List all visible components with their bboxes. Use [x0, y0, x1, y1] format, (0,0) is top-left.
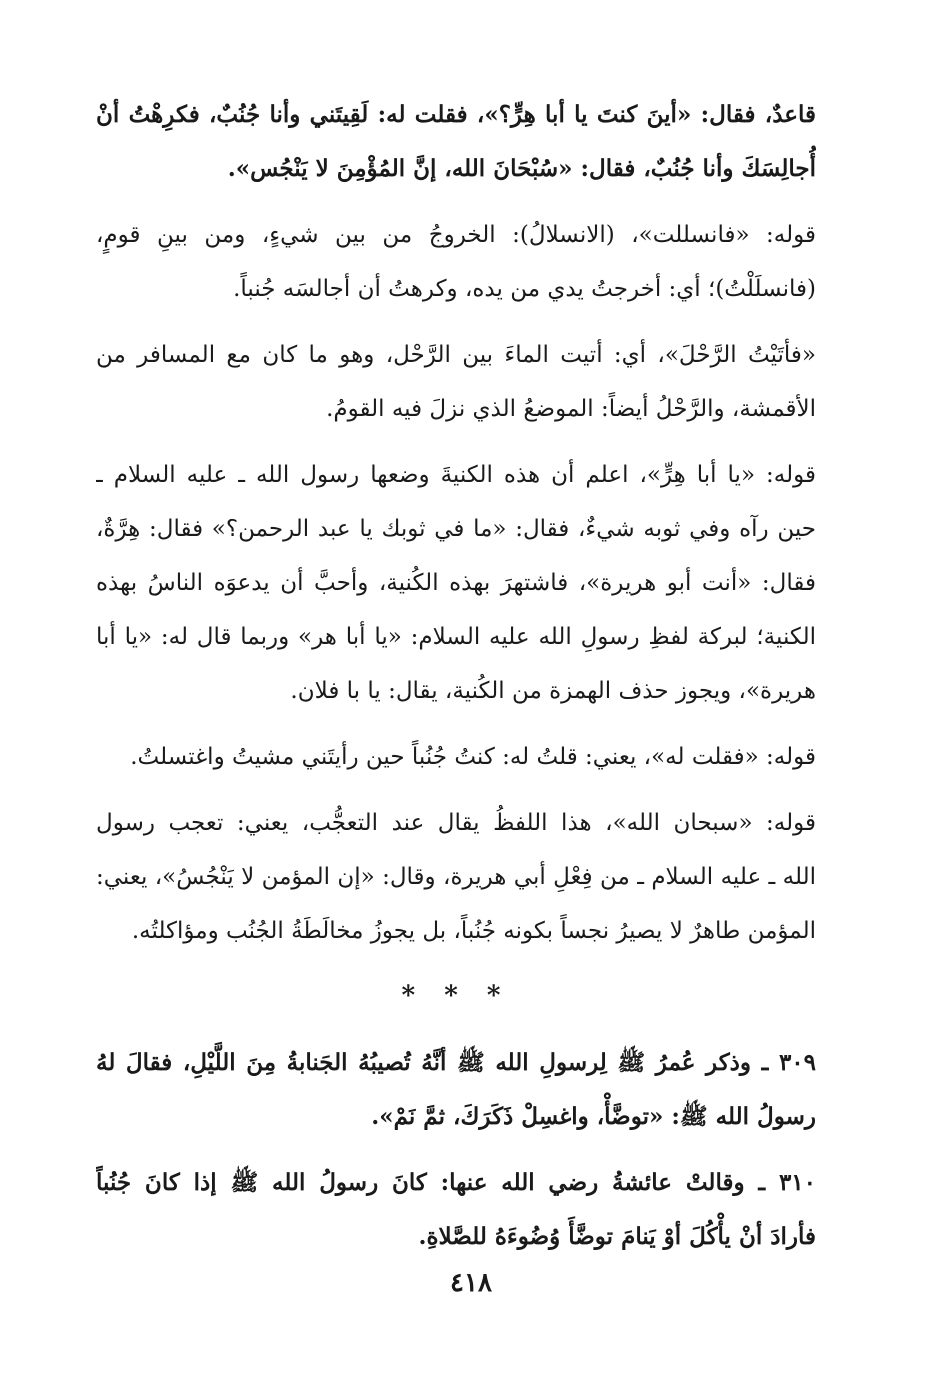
- commentary-paragraph-kunya: [96, 448, 816, 718]
- text-line: قاعدٌ، فقال: «أينَ كنتَ يا أبا هِرٍّ؟»، فقلت له: لَقِيتَني وأنا جُنُبٌ، فكرِهْتُ أنْ: [96, 101, 816, 128]
- text-line: قوله: «سبحان الله»، هذا اللفظُ يقال عند التعجُّب، يعني: تعجب رسول: [96, 810, 816, 836]
- text-line: (فانسلَلْتُ)؛ أي: أخرجتُ يدي من يده، وكرهتُ أن أجالسَه جُنباً.: [233, 276, 816, 302]
- text-line: فقال: «أنت أبو هريرة»، فاشتهرَ بهذه الكُنية، وأحبَّ أن يدعوَه الناسُ بهذه: [96, 570, 816, 596]
- hadith-section: [96, 1036, 816, 1264]
- text-line: فأرادَ أنْ يأْكُلَ أوْ يَنامَ توضَّأَ وُضُوءَهُ للصَّلاةِ.: [418, 1223, 816, 1250]
- text-line: الأقمشة، والرَّحْلُ أيضاً: الموضعُ الذي نزلَ فيه القومُ.: [326, 396, 816, 422]
- text-line: قوله: «يا أبا هِرٍّ»، اعلم أن هذه الكنيةَ وضعها رسول الله ـ عليه السلام ـ: [96, 462, 816, 488]
- text-line: قوله: «فقلت له»، يعني: قلتُ له: كنتُ جُنُباً حين رأيتَني مشيتُ واغتسلتُ.: [130, 744, 816, 770]
- text-line: الله ـ عليه السلام ـ من فِعْلِ أبي هريرة، وقال: «إن المؤمن لا يَنْجُسُ»، يعني:: [96, 864, 816, 890]
- text-line: الكنية؛ لبركة لفظِ رسولِ الله عليه السلام: «يا أبا هر» وربما قال له: «يا أبا: [96, 624, 816, 650]
- page-body: [96, 88, 816, 1276]
- hadith-309: [96, 1036, 816, 1144]
- text-line: قوله: «فانسللت»، (الانسلالُ): الخروجُ من بين شيءٍ، ومن بينِ قومٍ،: [96, 222, 816, 248]
- commentary-section: [96, 88, 816, 958]
- commentary-paragraph-rahl: [96, 328, 816, 436]
- text-line: أُجالِسَكَ وأنا جُنُبٌ، فقال: «سُبْحَانَ الله، إنَّ المُؤْمِنَ لا يَنْجُس».: [227, 155, 816, 182]
- text-line: المؤمن طاهرٌ لا يصيرُ نجساً بكونه جُنُباً، بل يجوزُ مخالَطَةُ الجُنُب ومؤاكلتُه.: [131, 918, 816, 944]
- hadith-continuation-paragraph: [96, 88, 816, 196]
- commentary-paragraph-subhan: [96, 796, 816, 958]
- section-separator: * * *: [401, 981, 511, 1011]
- commentary-paragraph-faqultu: [96, 730, 816, 784]
- text-line: ٣١٠ ـ وقالتْ عائشةُ رضي الله عنها: كانَ رسولُ الله ﷺ إذا كانَ جُنُباً: [96, 1169, 816, 1196]
- hadith-310: [96, 1156, 816, 1264]
- text-line: ٣٠٩ ـ وذكر عُمرُ ﷺ لِرسولِ الله ﷺ أنَّهُ تُصيبُهُ الجَنابةُ مِنَ اللَّيْلِ، فقالَ لهُ: [96, 1049, 816, 1076]
- page-number: ٤١٨: [450, 1268, 492, 1298]
- text-line: «فأتَيْتُ الرَّحْلَ»، أي: أتيت الماءَ بين الرَّحْل، وهو ما كان مع المسافر من: [96, 342, 816, 368]
- text-line: رسولُ الله ﷺ: «توضَّأْ، واغسِلْ ذَكَرَكَ، ثمَّ نَمْ».: [371, 1103, 816, 1130]
- text-line: حين رآه وفي ثوبه شيءٌ، فقال: «ما في ثوبك يا عبد الرحمن؟» فقال: هِرَّةٌ،: [96, 516, 816, 542]
- text-line: هريرة»، ويجوز حذف الهمزة من الكُنية، يقال: يا با فلان.: [290, 678, 816, 704]
- commentary-paragraph-insilal: [96, 208, 816, 316]
